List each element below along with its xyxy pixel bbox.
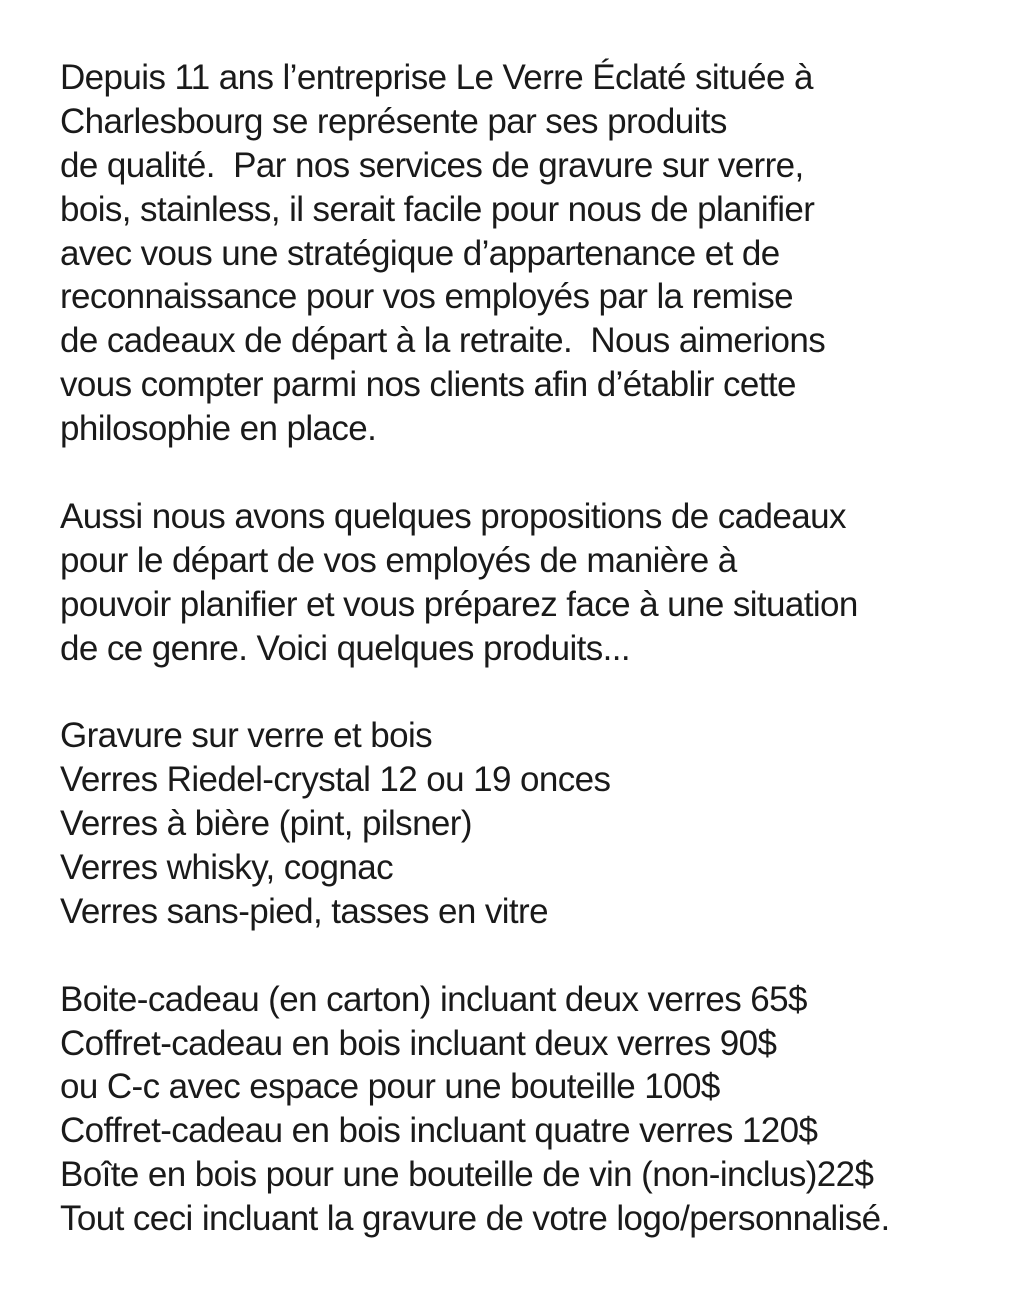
paragraph-spacer	[60, 670, 1000, 714]
pricing-footnote: Tout ceci incluant la gravure de votre logo/personnalisé.	[60, 1199, 890, 1239]
text-line: philosophie en place.	[60, 409, 377, 449]
text-line: Depuis 11 ans l’entreprise Le Verre Éclaté située à	[60, 58, 813, 97]
product-item: Verres Riedel-crystal 12 ou 19 onces	[60, 760, 611, 800]
text-line: pour le départ de vos employés de manière à	[60, 540, 737, 580]
pricing-list	[60, 978, 1000, 1241]
text-line: avec vous une stratégique d’appartenance et de	[60, 233, 780, 273]
text-line: pouvoir planifier et vous préparez face à une situation	[60, 584, 858, 624]
product-item: Verres à bière (pint, pilsner)	[60, 804, 472, 844]
paragraph-spacer	[60, 934, 1000, 978]
product-item: Verres sans-pied, tasses en vitre	[60, 891, 548, 931]
pricing-item: Coffret-cadeau en bois incluant deux verres 90$	[60, 1023, 777, 1063]
pricing-item: ou C-c avec espace pour une bouteille 100$	[60, 1067, 720, 1107]
text-line: vous compter parmi nos clients afin d’établir cette	[60, 365, 796, 405]
text-line: bois, stainless, il serait facile pour nous de planifier	[60, 189, 815, 229]
product-item: Verres whisky, cognac	[60, 848, 394, 888]
proposal-paragraph	[60, 495, 1000, 671]
text-line: Charlesbourg se représente par ses produits	[60, 101, 727, 141]
text-line: Aussi nous avons quelques propositions de cadeaux	[60, 496, 846, 536]
product-item: Gravure sur verre et bois	[60, 716, 433, 756]
intro-paragraph	[60, 56, 1000, 451]
text-line: de cadeaux de départ à la retraite. Nous aimerions	[60, 321, 826, 361]
pricing-item: Boite-cadeau (en carton) incluant deux verres 65$	[60, 979, 807, 1019]
product-list	[60, 714, 1000, 933]
text-line: de qualité. Par nos services de gravure sur verre,	[60, 145, 804, 185]
pricing-item: Boîte en bois pour une bouteille de vin (non-inclus)22$	[60, 1155, 874, 1195]
text-line: reconnaissance pour vos employés par la remise	[60, 277, 794, 317]
text-line: de ce genre. Voici quelques produits...	[60, 628, 631, 668]
document-page	[60, 56, 1000, 1241]
pricing-item: Coffret-cadeau en bois incluant quatre verres 120$	[60, 1111, 818, 1151]
paragraph-spacer	[60, 451, 1000, 495]
